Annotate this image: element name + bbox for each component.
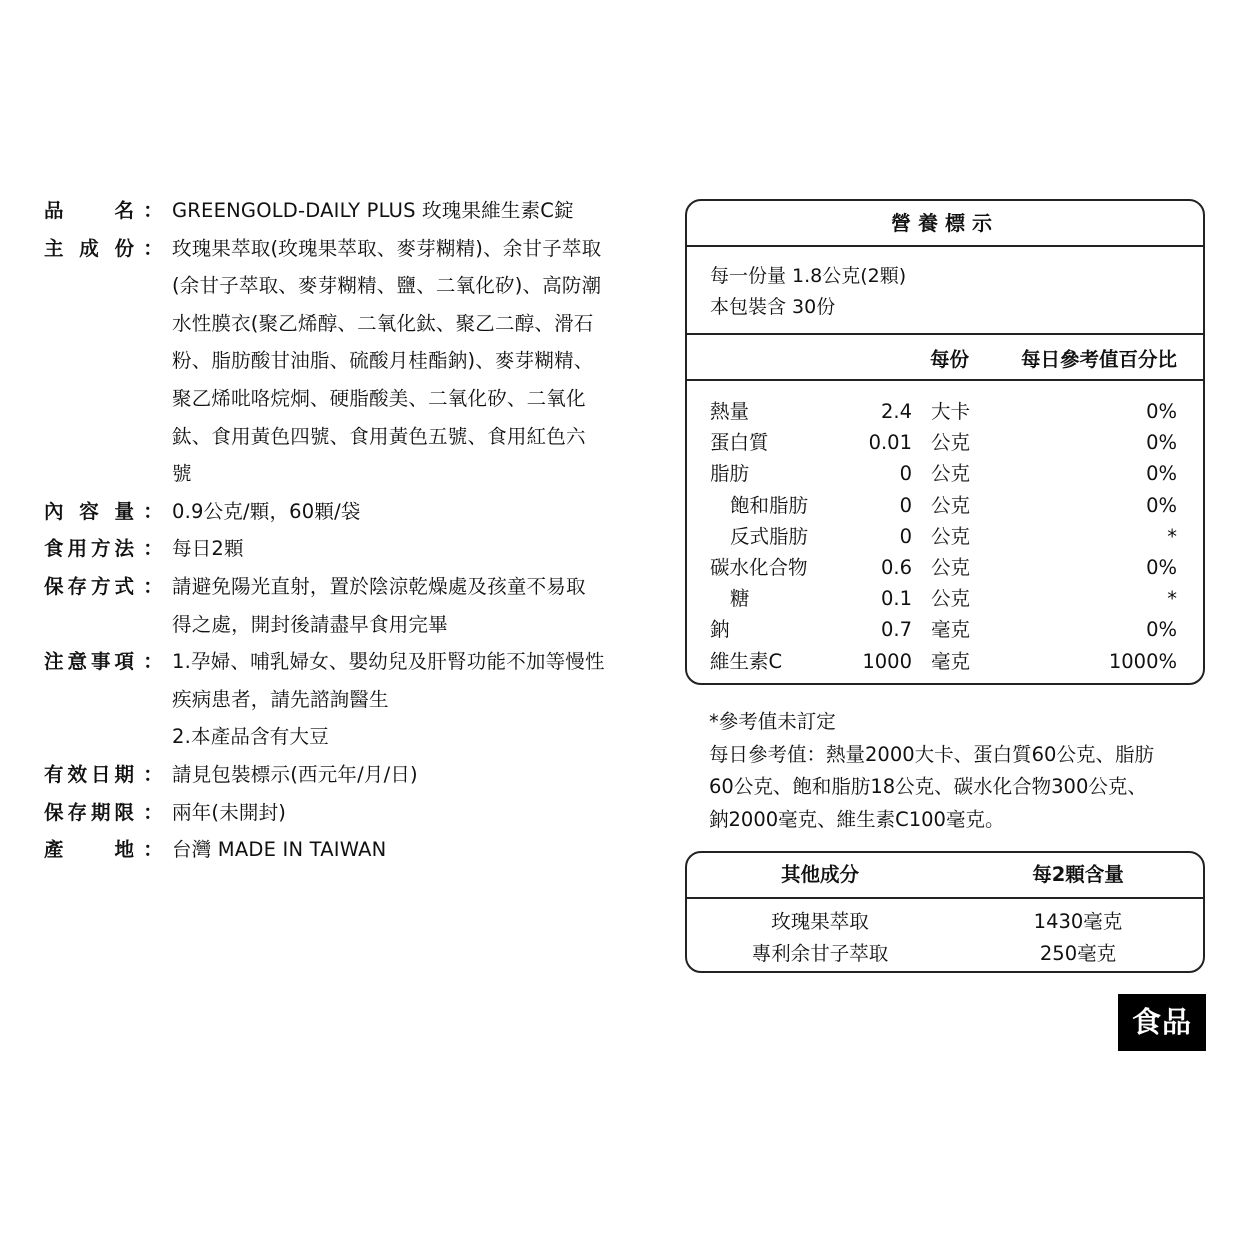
- info-row: [44, 530, 644, 568]
- nutrient-name: 飽和脂肪: [730, 493, 809, 517]
- nutrient-value: 0: [899, 493, 912, 517]
- info-value-line: 兩年(未開封): [172, 800, 287, 824]
- nutrient-daily-percent: *: [1167, 587, 1177, 611]
- info-value-line: 號: [172, 462, 192, 486]
- other-ingredients-header: [687, 853, 1203, 899]
- col-per-serving: 每份: [930, 348, 970, 371]
- note-line: 60公克、飽和脂肪18公克、碳水化合物300公克、: [709, 775, 1147, 798]
- nutrient-value: 0.1: [880, 587, 912, 611]
- nutrient-daily-percent: 0%: [1146, 431, 1177, 455]
- servings-per-pack: 本包裝含 30份: [710, 296, 836, 318]
- note-line: 每日參考值：熱量2000大卡、蛋白質60公克、脂肪: [709, 742, 1154, 766]
- info-values: [172, 756, 632, 794]
- other-ingredient-row: [687, 906, 1203, 938]
- nutrient-value: 2.4: [880, 400, 912, 423]
- info-values: [172, 794, 632, 832]
- info-row: [44, 230, 644, 493]
- info-values: [172, 831, 632, 869]
- nutrient-value: 0: [899, 462, 912, 486]
- nutrition-facts-table: [685, 199, 1205, 685]
- nutrition-serving-info: [687, 247, 1203, 335]
- nutrient-daily-percent: 0%: [1146, 493, 1177, 517]
- nutrition-row: [687, 490, 1203, 521]
- info-colon: ：: [143, 838, 163, 862]
- nutrient-unit: 公克: [931, 555, 971, 579]
- info-value-line: 疾病患者，請先諮詢醫生: [172, 687, 389, 711]
- nutrient-value: 1000: [862, 649, 912, 673]
- nutrition-row: [687, 583, 1203, 614]
- reference-notes: [709, 706, 1209, 836]
- nutrient-daily-percent: 0%: [1146, 462, 1177, 486]
- nutrient-daily-percent: 1000%: [1108, 649, 1177, 673]
- info-colon: ：: [143, 499, 163, 523]
- nutrient-unit: 公克: [931, 493, 971, 517]
- ingredient-name: 玫瑰果萃取: [771, 910, 869, 933]
- nutrient-value: 0.01: [868, 431, 912, 455]
- nutrient-unit: 大卡: [931, 400, 971, 423]
- note-line: 鈉2000毫克、維生素C100毫克。: [709, 807, 1005, 831]
- info-label: 食用方法: [44, 537, 134, 561]
- info-label: 品 名: [44, 199, 134, 222]
- nutrition-rows: [687, 381, 1203, 677]
- nutrient-name: 鈉: [710, 618, 730, 642]
- note-line: *參考值未訂定: [709, 710, 836, 733]
- nutrient-value: 0.6: [880, 555, 912, 579]
- info-colon: ：: [143, 800, 163, 824]
- nutrient-daily-percent: *: [1167, 524, 1177, 548]
- info-values: [172, 493, 632, 531]
- info-label: 內容量: [44, 499, 134, 523]
- info-value-line: 1.孕婦、哺乳婦女、嬰幼兒及肝腎功能不加等慢性: [172, 650, 605, 674]
- info-row: [44, 493, 644, 531]
- info-row: [44, 794, 644, 832]
- info-colon: ：: [143, 650, 163, 674]
- info-colon: ：: [143, 574, 163, 598]
- nutrient-name: 熱量: [710, 400, 750, 423]
- info-value-line: 台灣 MADE IN TAIWAN: [172, 838, 387, 862]
- info-value-line: 請避免陽光直射，置於陰涼乾燥處及孩童不易取: [172, 574, 586, 598]
- nutrient-daily-percent: 0%: [1146, 400, 1177, 423]
- col-daily-percent: 每日參考值百分比: [1020, 348, 1177, 371]
- info-label: 主成份: [44, 236, 134, 260]
- info-value-line: 水性膜衣(聚乙烯醇、二氧化鈦、聚乙二醇、滑石: [172, 311, 594, 335]
- nutrition-row: [687, 427, 1203, 458]
- info-colon: ：: [143, 762, 163, 786]
- info-value-line: 聚乙烯吡咯烷烔、硬脂酸美、二氧化矽、二氧化: [172, 386, 586, 410]
- info-colon: ：: [143, 199, 163, 222]
- nutrient-daily-percent: 0%: [1146, 618, 1177, 642]
- nutrient-unit: 公克: [931, 462, 971, 486]
- other-ingredients-rows: [687, 899, 1203, 969]
- info-value-line: 鈦、食用黃色四號、食用黃色五號、食用紅色六: [172, 424, 586, 448]
- nutrition-row: [687, 458, 1203, 489]
- nutrient-name: 維生素C: [710, 649, 783, 673]
- ingredient-amount: 1430毫克: [1033, 910, 1123, 933]
- nutrient-name: 反式脂肪: [730, 524, 809, 548]
- info-value-line: 請見包裝標示(西元年/月/日): [172, 762, 418, 786]
- nutrition-title: 營養標示: [687, 201, 1203, 247]
- other-ingredient-row: [687, 938, 1203, 970]
- nutrient-unit: 公克: [931, 587, 971, 611]
- nutrient-value: 0.7: [880, 618, 912, 642]
- info-values: [172, 643, 632, 756]
- info-values: [172, 192, 632, 230]
- col-ingredient-name: 其他成分: [780, 863, 859, 886]
- info-label: 有效日期: [44, 762, 134, 786]
- nutrient-name: 糖: [730, 587, 750, 611]
- info-colon: ：: [143, 537, 163, 561]
- nutrient-unit: 毫克: [931, 649, 971, 673]
- ingredient-name: 專利余甘子萃取: [751, 941, 889, 965]
- nutrition-row: [687, 396, 1203, 427]
- nutrition-row: [687, 521, 1203, 552]
- info-value-line: 粉、脂肪酸甘油脂、硫酸月桂酯鈉)、麥芽糊精、: [172, 349, 594, 373]
- nutrient-name: 碳水化合物: [710, 555, 808, 579]
- info-value-line: (余甘子萃取、麥芽糊精、鹽、二氧化矽)、高防潮: [172, 274, 602, 298]
- info-values: [172, 530, 632, 568]
- product-info-list: [44, 192, 644, 869]
- info-label: 保存方式: [44, 574, 134, 598]
- info-value-line: 2.本產品含有大豆: [172, 725, 329, 749]
- nutrient-value: 0: [899, 524, 912, 548]
- info-row: [44, 756, 644, 794]
- info-values: [172, 230, 632, 493]
- nutrition-column-header: [687, 335, 1203, 381]
- ingredient-amount: 250毫克: [1039, 941, 1117, 965]
- info-row: [44, 643, 644, 756]
- info-label: 注意事項: [44, 650, 134, 674]
- serving-size: 每一份量 1.8公克(2顆): [710, 265, 907, 287]
- info-label: 保存期限: [44, 800, 134, 824]
- info-label: 產 地: [44, 838, 134, 862]
- nutrient-unit: 公克: [931, 431, 971, 455]
- nutrition-row: [687, 614, 1203, 645]
- col-ingredient-amount: 每2顆含量: [1032, 863, 1124, 886]
- info-row: [44, 831, 644, 869]
- info-colon: ：: [143, 236, 163, 260]
- nutrition-row: [687, 646, 1203, 677]
- nutrition-row: [687, 552, 1203, 583]
- info-value-line: 玫瑰果萃取(玫瑰果萃取、麥芽糊精)、余甘子萃取: [172, 236, 602, 260]
- nutrient-unit: 毫克: [931, 618, 971, 642]
- info-values: [172, 568, 632, 643]
- info-row: [44, 192, 644, 230]
- nutrient-unit: 公克: [931, 524, 971, 548]
- food-category-badge: 食品: [1118, 994, 1206, 1051]
- other-ingredients-table: [685, 851, 1205, 973]
- nutrient-name: 脂肪: [710, 462, 750, 486]
- nutrient-name: 蛋白質: [710, 431, 769, 455]
- nutrient-daily-percent: 0%: [1146, 555, 1177, 579]
- info-row: [44, 568, 644, 643]
- info-value-line: GREENGOLD-DAILY PLUS 玫瑰果維生素C錠: [172, 199, 574, 222]
- info-value-line: 0.9公克/顆，60顆/袋: [172, 499, 361, 523]
- info-value-line: 每日2顆: [172, 537, 244, 561]
- info-value-line: 得之處，開封後請盡早食用完畢: [172, 612, 448, 636]
